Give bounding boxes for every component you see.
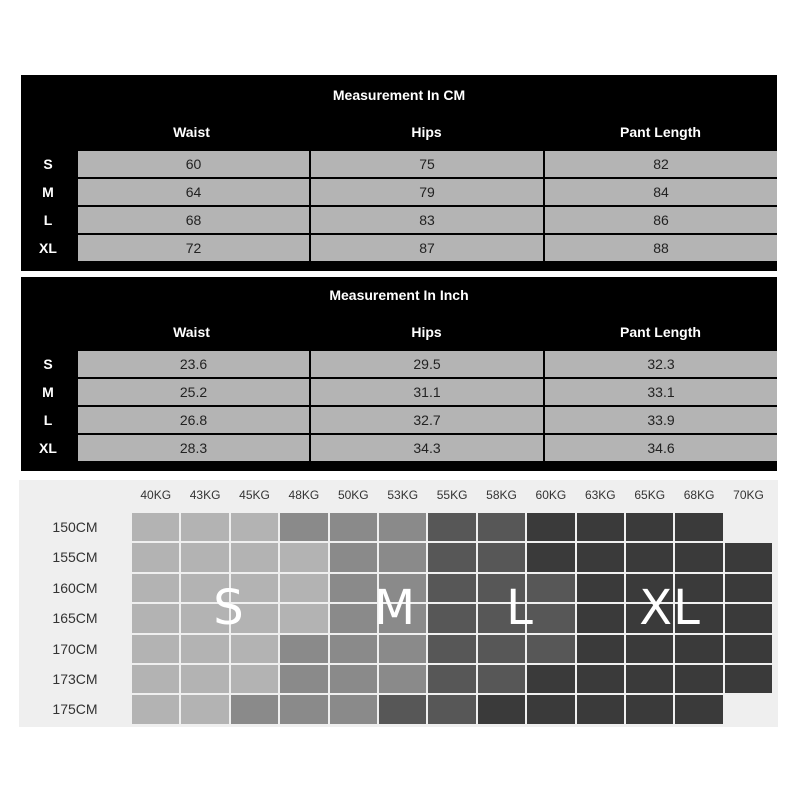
height-header: 173CM [52,671,98,687]
size-label-l: L [43,212,53,228]
table-cell: 33.1 [545,379,777,405]
size-label-s: S [43,156,53,172]
height-header: 170CM [52,640,98,657]
size-cell [527,635,574,663]
size-cell [675,513,722,541]
size-cell [132,635,179,663]
weight-header: 58KG [486,488,517,502]
size-cell [231,543,278,571]
size-cell [478,695,525,723]
measurement-cm-table [21,75,777,271]
table-cell: 86 [545,207,777,233]
table-cell: 23.6 [78,351,309,377]
table-cell: 26.8 [78,407,309,433]
size-cell [725,543,772,571]
size-cell [280,695,327,723]
measurement-inch-table [21,277,777,471]
table-cell: 87 [311,235,543,261]
size-cell [626,543,673,571]
size-cell [181,665,228,693]
size-cell [725,513,772,541]
table-cell: 82 [545,151,777,177]
size-cell [181,695,228,723]
table-cell: 33.9 [545,407,777,433]
table-cell: 25.2 [78,379,309,405]
size-cell [527,543,574,571]
size-cell [428,665,475,693]
size-cell [725,635,772,663]
size-cell [231,513,278,541]
size-cell [132,665,179,693]
table-cell: 34.6 [545,435,777,461]
table-cell: 75 [311,151,543,177]
table-title: Measurement In Inch [329,287,469,303]
size-cell [132,574,179,602]
size-cell [132,695,179,723]
weight-header: 53KG [387,488,419,502]
size-cell [280,665,327,693]
height-header: 165CM [52,610,98,627]
size-cell [330,513,377,541]
size-cell [330,695,377,723]
weight-header: 45KG [239,488,270,502]
size-cell [181,543,228,571]
size-cell [478,513,525,541]
table-cell: 83 [311,207,543,233]
size-cell [478,665,525,693]
table-cell: 60 [78,151,309,177]
size-cell [478,543,525,571]
size-cell [330,635,377,663]
size-label-m: M [42,384,54,400]
size-cell [280,635,327,663]
size-recommendation-chart [19,480,778,727]
size-cell [231,635,278,663]
size-cell [725,695,772,723]
table-cell: 32.3 [545,351,777,377]
height-header: 155CM [52,549,98,566]
table-cell: 28.3 [78,435,309,461]
weight-header: 48KG [288,488,320,502]
size-cell [428,543,475,571]
height-header: 175CM [52,701,98,718]
size-cell [478,635,525,663]
table-title: Measurement In CM [332,87,466,103]
weight-header: 65KG [634,488,666,502]
size-overlay-label-xl: XL [639,580,701,636]
size-cell [577,543,624,571]
size-cell [280,513,327,541]
weight-header: 40KG [140,488,172,502]
size-overlay-label-m: M [373,580,417,636]
size-cell [527,513,574,541]
size-cell [675,695,722,723]
table-cell: 84 [545,179,777,205]
size-cell [280,574,327,602]
weight-header: 60KG [535,488,567,502]
table-cell: 72 [78,235,309,261]
column-header-pant-length: Pant Length [620,124,701,140]
size-cell [330,665,377,693]
height-header: 150CM [52,519,98,535]
weight-header: 55KG [436,488,468,502]
size-cell [428,513,475,541]
weight-header: 63KG [584,488,616,502]
size-cell [280,543,327,571]
size-cell [379,513,426,541]
size-cell [626,635,673,663]
size-cell [675,543,722,571]
size-label-l: L [43,412,53,428]
table-cell: 29.5 [311,351,543,377]
size-cell [379,543,426,571]
size-cell [181,635,228,663]
size-cell [132,513,179,541]
size-label-xl: XL [39,440,57,456]
size-overlay-label-l: L [506,580,534,636]
size-cell [577,635,624,663]
size-cell [675,635,722,663]
weight-header: 68KG [683,488,715,502]
size-cell [379,695,426,723]
size-label-xl: XL [39,240,57,256]
table-cell: 68 [78,207,309,233]
weight-header: 43KG [189,488,221,502]
weight-header: 70KG [733,488,764,502]
size-cell [330,543,377,571]
size-cell [379,665,426,693]
size-cell [626,513,673,541]
height-header: 160CM [52,579,98,596]
column-header-pant-length: Pant Length [620,324,701,340]
size-cell [379,635,426,663]
size-cell [626,695,673,723]
size-cell [725,665,772,693]
size-cell [527,665,574,693]
size-cell [428,635,475,663]
size-cell [428,695,475,723]
size-cell [577,513,624,541]
column-header-waist: Waist [173,124,210,140]
size-label-s: S [43,356,53,372]
size-cell [280,604,327,632]
table-cell: 64 [78,179,309,205]
size-overlay-label-s: S [213,580,245,636]
size-cell [527,695,574,723]
size-cell [132,604,179,632]
size-cell [231,695,278,723]
column-header-hips: Hips [411,324,442,340]
column-header-waist: Waist [173,324,210,340]
size-cell [577,695,624,723]
size-cell [181,513,228,541]
table-cell: 79 [311,179,543,205]
size-cell [132,543,179,571]
weight-header: 50KG [337,488,369,502]
table-cell: 34.3 [311,435,543,461]
size-label-m: M [42,184,54,200]
table-cell: 31.1 [311,379,543,405]
size-cell [626,665,673,693]
size-cell [231,665,278,693]
table-cell: 88 [545,235,777,261]
column-header-hips: Hips [411,124,442,140]
size-cell [577,665,624,693]
table-cell: 32.7 [311,407,543,433]
size-cell [675,665,722,693]
